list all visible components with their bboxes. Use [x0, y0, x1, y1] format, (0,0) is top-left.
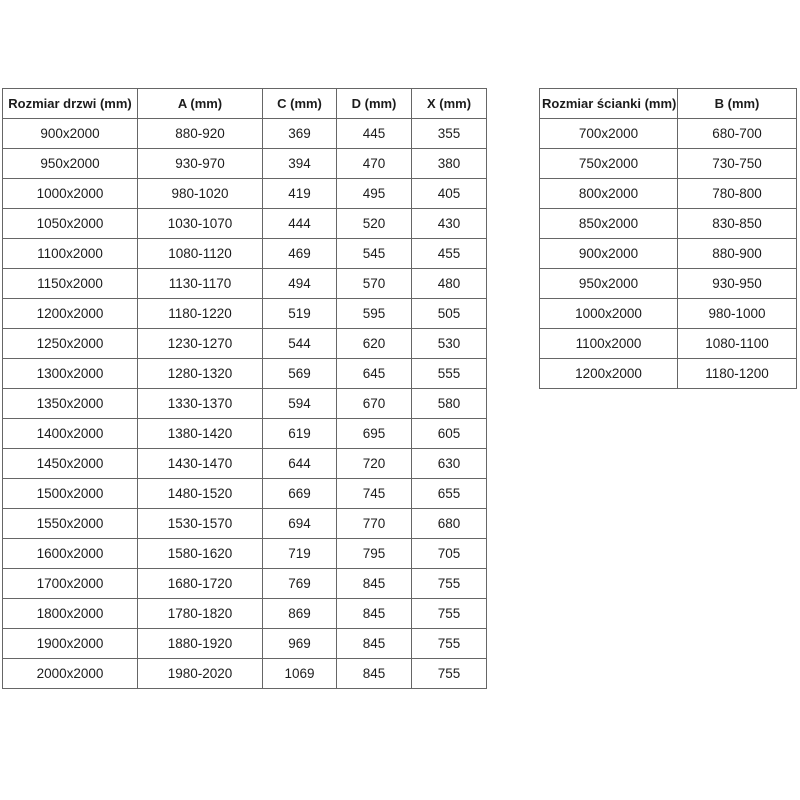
- table-row: [3, 209, 487, 239]
- table-cell: 1180-1200: [678, 359, 797, 389]
- table-cell: 1000x2000: [540, 299, 678, 329]
- table-cell: 1530-1570: [138, 509, 263, 539]
- table-cell: 545: [337, 239, 412, 269]
- table-cell: 570: [337, 269, 412, 299]
- table-cell: 605: [412, 419, 487, 449]
- table-cell: 619: [263, 419, 337, 449]
- table-cell: 1030-1070: [138, 209, 263, 239]
- table-cell: 950x2000: [3, 149, 138, 179]
- column-header: B (mm): [678, 89, 797, 119]
- table-row: [3, 389, 487, 419]
- table-cell: 755: [412, 569, 487, 599]
- table-row: [540, 179, 797, 209]
- table-row: [3, 269, 487, 299]
- table-row: [540, 269, 797, 299]
- table-cell: 700x2000: [540, 119, 678, 149]
- table-cell: 630: [412, 449, 487, 479]
- table-cell: 730-750: [678, 149, 797, 179]
- table-cell: 695: [337, 419, 412, 449]
- table-row: [3, 359, 487, 389]
- table-cell: 980-1020: [138, 179, 263, 209]
- table-cell: 1230-1270: [138, 329, 263, 359]
- table-cell: 1780-1820: [138, 599, 263, 629]
- table-cell: 750x2000: [540, 149, 678, 179]
- table-row: [3, 449, 487, 479]
- table-cell: 1800x2000: [3, 599, 138, 629]
- table-cell: 1150x2000: [3, 269, 138, 299]
- table-cell: 495: [337, 179, 412, 209]
- table-row: [3, 239, 487, 269]
- table-cell: 1480-1520: [138, 479, 263, 509]
- table-cell: 655: [412, 479, 487, 509]
- table-cell: 445: [337, 119, 412, 149]
- table-cell: 1300x2000: [3, 359, 138, 389]
- table-cell: 845: [337, 569, 412, 599]
- table-cell: 555: [412, 359, 487, 389]
- table-header-row: [540, 89, 797, 119]
- table-cell: 405: [412, 179, 487, 209]
- table-cell: 1100x2000: [3, 239, 138, 269]
- table-cell: 1000x2000: [3, 179, 138, 209]
- table-cell: 680-700: [678, 119, 797, 149]
- table-row: [3, 329, 487, 359]
- table-cell: 845: [337, 659, 412, 689]
- table-row: [3, 299, 487, 329]
- table-cell: 745: [337, 479, 412, 509]
- table-row: [540, 299, 797, 329]
- column-header: X (mm): [412, 89, 487, 119]
- table-cell: 519: [263, 299, 337, 329]
- table-cell: 880-900: [678, 239, 797, 269]
- column-header: Rozmiar ścianki (mm): [540, 89, 678, 119]
- table-cell: 380: [412, 149, 487, 179]
- table-header-row: [3, 89, 487, 119]
- table-cell: 669: [263, 479, 337, 509]
- table-row: [540, 329, 797, 359]
- column-header: Rozmiar drzwi (mm): [3, 89, 138, 119]
- table-row: [540, 149, 797, 179]
- table-cell: 470: [337, 149, 412, 179]
- table-cell: 769: [263, 569, 337, 599]
- table-cell: 369: [263, 119, 337, 149]
- table-row: [3, 119, 487, 149]
- table-cell: 680: [412, 509, 487, 539]
- wall-sizes-table: [539, 88, 797, 389]
- table-cell: 580: [412, 389, 487, 419]
- table-cell: 800x2000: [540, 179, 678, 209]
- table-cell: 1500x2000: [3, 479, 138, 509]
- table-cell: 1580-1620: [138, 539, 263, 569]
- table-cell: 2000x2000: [3, 659, 138, 689]
- table-row: [3, 629, 487, 659]
- table-cell: 845: [337, 629, 412, 659]
- table-cell: 620: [337, 329, 412, 359]
- table-cell: 569: [263, 359, 337, 389]
- table-cell: 1980-2020: [138, 659, 263, 689]
- table-cell: 795: [337, 539, 412, 569]
- table-cell: 880-920: [138, 119, 263, 149]
- table-cell: 1200x2000: [540, 359, 678, 389]
- table-cell: 544: [263, 329, 337, 359]
- table-cell: 670: [337, 389, 412, 419]
- table-cell: 694: [263, 509, 337, 539]
- table-cell: 850x2000: [540, 209, 678, 239]
- table-row: [3, 149, 487, 179]
- table-cell: 845: [337, 599, 412, 629]
- table-cell: 900x2000: [3, 119, 138, 149]
- table-cell: 1600x2000: [3, 539, 138, 569]
- table-cell: 1350x2000: [3, 389, 138, 419]
- table-cell: 1050x2000: [3, 209, 138, 239]
- table-cell: 1250x2000: [3, 329, 138, 359]
- table-cell: 355: [412, 119, 487, 149]
- table-cell: 830-850: [678, 209, 797, 239]
- table-cell: 1200x2000: [3, 299, 138, 329]
- table-row: [3, 599, 487, 629]
- table-row: [3, 479, 487, 509]
- table-cell: 1380-1420: [138, 419, 263, 449]
- table-row: [3, 539, 487, 569]
- table-cell: 1080-1120: [138, 239, 263, 269]
- table-cell: 1069: [263, 659, 337, 689]
- table-cell: 755: [412, 659, 487, 689]
- table-cell: 930-950: [678, 269, 797, 299]
- table-row: [3, 179, 487, 209]
- table-row: [540, 239, 797, 269]
- table-cell: 900x2000: [540, 239, 678, 269]
- table-cell: 505: [412, 299, 487, 329]
- table-cell: 1130-1170: [138, 269, 263, 299]
- table-cell: 1550x2000: [3, 509, 138, 539]
- table-row: [540, 359, 797, 389]
- table-cell: 720: [337, 449, 412, 479]
- column-header: C (mm): [263, 89, 337, 119]
- door-sizes-table: [2, 88, 487, 689]
- table-cell: 520: [337, 209, 412, 239]
- table-cell: 869: [263, 599, 337, 629]
- table-cell: 969: [263, 629, 337, 659]
- table-cell: 594: [263, 389, 337, 419]
- table-cell: 705: [412, 539, 487, 569]
- table-cell: 1430-1470: [138, 449, 263, 479]
- table-cell: 644: [263, 449, 337, 479]
- table-cell: 1880-1920: [138, 629, 263, 659]
- table-row: [3, 509, 487, 539]
- table-cell: 1680-1720: [138, 569, 263, 599]
- table-cell: 755: [412, 629, 487, 659]
- table-cell: 1180-1220: [138, 299, 263, 329]
- table-cell: 1450x2000: [3, 449, 138, 479]
- table-cell: 494: [263, 269, 337, 299]
- table-cell: 430: [412, 209, 487, 239]
- table-cell: 455: [412, 239, 487, 269]
- table-cell: 780-800: [678, 179, 797, 209]
- table-cell: 1400x2000: [3, 419, 138, 449]
- table-cell: 930-970: [138, 149, 263, 179]
- table-row: [540, 209, 797, 239]
- table-row: [3, 569, 487, 599]
- table-cell: 1100x2000: [540, 329, 678, 359]
- table-cell: 770: [337, 509, 412, 539]
- table-cell: 980-1000: [678, 299, 797, 329]
- table-cell: 1900x2000: [3, 629, 138, 659]
- table-cell: 444: [263, 209, 337, 239]
- column-header: A (mm): [138, 89, 263, 119]
- column-header: D (mm): [337, 89, 412, 119]
- table-cell: 1700x2000: [3, 569, 138, 599]
- table-cell: 755: [412, 599, 487, 629]
- table-cell: 950x2000: [540, 269, 678, 299]
- table-cell: 719: [263, 539, 337, 569]
- table-row: [540, 119, 797, 149]
- table-cell: 1330-1370: [138, 389, 263, 419]
- table-cell: 419: [263, 179, 337, 209]
- table-row: [3, 659, 487, 689]
- table-row: [3, 419, 487, 449]
- table-cell: 645: [337, 359, 412, 389]
- table-cell: 1080-1100: [678, 329, 797, 359]
- table-cell: 530: [412, 329, 487, 359]
- table-cell: 480: [412, 269, 487, 299]
- table-cell: 1280-1320: [138, 359, 263, 389]
- table-cell: 595: [337, 299, 412, 329]
- table-cell: 394: [263, 149, 337, 179]
- table-cell: 469: [263, 239, 337, 269]
